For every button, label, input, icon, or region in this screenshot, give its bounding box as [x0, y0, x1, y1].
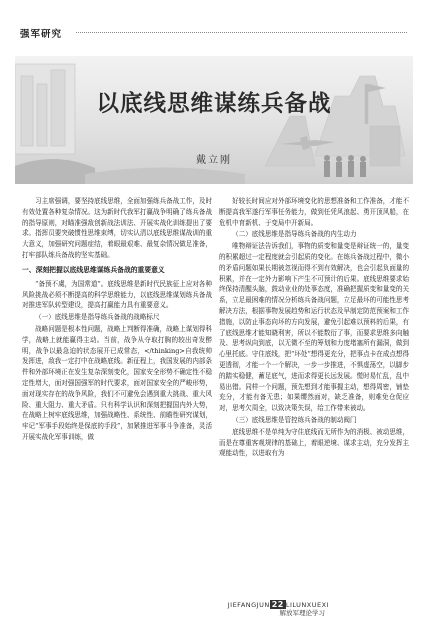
left-column [22, 196, 212, 443]
journal-pinyin-2: LILUNXUEXI [285, 601, 329, 609]
paragraph: 战略问题是根本性问题，战略上判断得准确，战略上谋划得科学，战略上就能赢得主动。当前，战争从夺取打胸的较出奇发醉明，战争以最急迫的状态展开已成常态，</thinking>自我统帅发挥进，敌我一定打中在战略底线。新征程上，我国发展的内部条件和外部环境正在发生复杂深刻变化，国家安全形势不确定性不稳定性增大，面对强国强军的时代要求，面对国家安全的严峻形势，面对现实存在的战争风险，我们不可避免会遇到重大挑战、重大风险、重大阻力、重大矛盾。只有科学认识和深刻把握国内外大势，在战略上树牢底线思维，加强战略性、系统性、前瞻性研究谋划，牢记“军事手段始终是保底的手段”，加紧推进军事斗争准备，灵活开展实战化军事训练，做 [22, 324, 213, 441]
paragraph: 习主席强调，要坚持底线思维，全面加强练兵备战工作，及时有效处置各种复杂情况。这为新时代我军打赢战争明确了练兵备战的指导原则，对瞄准强敌创新战法训法、开展实战化训练提出了要求。指挥员要突破惯性思维束缚，切实认清以底线思维谋战训的重大意义，加强研究问题症结，着眼最艰难、最复杂情况做足准备，打牢部队练兵备战的坚实基础。 [22, 197, 212, 259]
subsection-heading: （一）底线思维是指导练兵备战的战略标尺 [35, 313, 160, 322]
paragraph: “备预不虞，为国常道”。底线思维是新时代民族征上应对各种风险挑战必须不断提高的科学思维能力，以底线思维谋划练兵备战对推进军队转型建设，提高打赢能力具有重要意义。 [22, 279, 213, 310]
author-name: 戴立刚 [196, 155, 232, 166]
section-heading: 一、深刻把握以底线思维谋练兵备战的重要意义 [22, 265, 165, 274]
section-header [20, 26, 407, 42]
paragraph: 好较长时间应对外部环境变化的思想准备和工作准备，才能不断提高我军遂行军事任务能力，做到任凭风浪起、勇开顶风船，在危机中育新机、于变局中开新局。 [219, 197, 409, 227]
page-number: 22 [271, 600, 284, 609]
journal-pinyin: JIEFANGJUN [227, 601, 270, 609]
header-rule [76, 32, 407, 33]
paragraph: 唯物辩证法告诉我们，事物的质变和量变是辩证统一的，量变的积累超过一定程度就会引起质的变化。在练兵备战过程中，微小的矛盾问题如果长期被忽视而得不到有效解决，也会引起负面量的积累，并在一定外力影响下产生不可预计的后果。底线思维要求始终保持清醒头脑，鼓动业业的处事态度，准确把握质变和量变的关系，立足最困难的情况分析练兵备战问题，立足最坏的可能性思考解决方法，根据事物发展趋势和运行状态及早制定防范预案和工作措施，以防止事态向坏的方向发展，避免引起难以预料的后果，有了底线思维才能知晓利害，所以不能数衍了事，而要求思维多向触及、思考纵向到底，以无微不至的筹划和力度堵塞所有漏洞，做到心里托底。守住底线，把“坏处”想得更充分，把事点卡在成点想得更透彻，才能一个一个解决，一步一步推进，不惧虚荡空，以脚步的踏实稳健，蓄足底气，进而求得更长远发展。慌时易忙乱，乱中易出错。同样一个问题，预先想到才能事握主动，想得周密，铺垫充分，才能有备无患；如果缨然面对，缺乏准备，则难免仓促应对，思考欠周全，以致决策失误，给工作带来被动。 [219, 242, 410, 413]
section-label: 强军研究 [20, 29, 63, 40]
title-banner [15, 56, 413, 184]
right-column [219, 196, 409, 459]
subsection-heading: （三）底线思维是管控练兵备战的制动阀门 [232, 415, 357, 424]
subsection-heading: （二）底线思维是指导练兵备战的内生动力 [232, 230, 357, 239]
journal-name: 解放军理论学习 [279, 609, 325, 617]
page-footer [0, 601, 427, 617]
article-title: 以底线思维谋练兵备战 [96, 91, 332, 117]
paragraph: 底线思维不是单纯为守住底线而无所作为的消极、被动思维，而是在尊重客观规律的基础上，着眼逆境、谋求主动，充分发挥主观能动性，以进取有为 [219, 427, 409, 458]
